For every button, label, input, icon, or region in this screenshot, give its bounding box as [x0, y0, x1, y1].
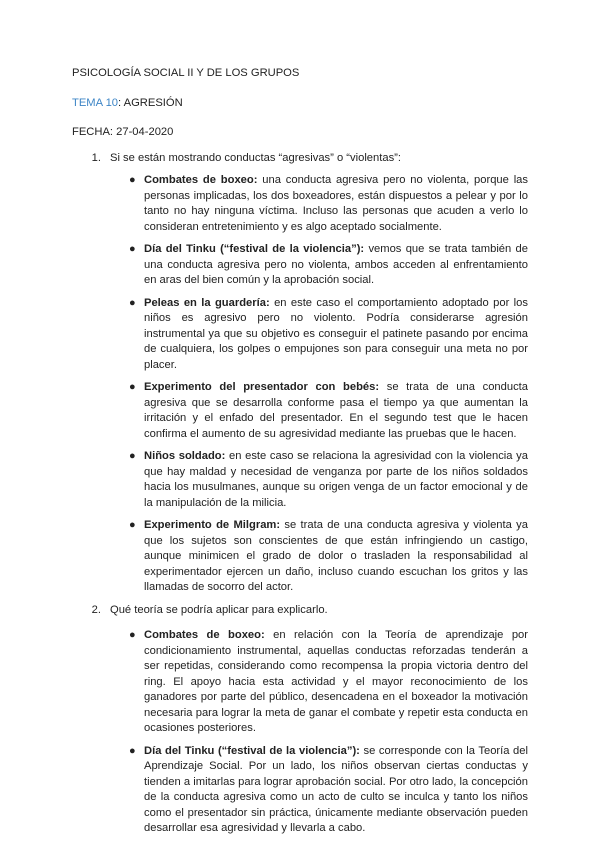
list-item [72, 242, 528, 289]
question-number: 2. [91, 603, 101, 616]
bullet-icon: ● [129, 296, 136, 309]
list-item [72, 380, 528, 442]
answer-list-1 [72, 173, 528, 596]
item-term: Día del Tinku (“festival de la violencia”): [144, 744, 360, 757]
topic-heading [72, 96, 528, 112]
item-term: Combates de boxeo: [144, 629, 265, 641]
item-term: Día del Tinku (“festival de la violencia”): [144, 243, 365, 255]
list-item [72, 518, 528, 596]
item-term: Peleas en la guardería: [144, 296, 270, 309]
item-text: se trata de una conducta agresiva que se desarrolla conforme pasa el tiempo ya que aumentan la irritación y el enfado del presentador. En el segundo test que le hacen confirma el aumento de su agresividad mediante las pruebas que le hacen. [144, 381, 528, 440]
question-text: Si se están mostrando conductas “agresivas” o “violentas”: [110, 151, 402, 164]
bullet-icon: ● [129, 519, 136, 531]
bullet-icon: ● [129, 744, 136, 757]
bullet-icon: ● [129, 174, 136, 186]
date-line: FECHA: 27-04-2020 [72, 126, 174, 138]
item-text: en este caso se relaciona la agresividad con la violencia ya que hay maldad y necesidad de venganza por parte de los niños soldados hacia los musulmanes, aunque su origen venga de un factor emocional y de la manipulación de la milicia. [144, 450, 528, 509]
bullet-icon: ● [129, 243, 136, 255]
list-item [72, 628, 528, 737]
topic-label: TEMA 10 [72, 96, 119, 109]
question-1 [72, 151, 528, 167]
list-item [72, 173, 528, 235]
question-number: 1. [91, 151, 101, 164]
list-item [72, 296, 528, 374]
item-text: se trata de una conducta agresiva y violenta ya que los sujetos son conscientes de que están infringiendo un castigo, aunque minimicen el grado de dolor o trasladen la responsabilidad al experimentador ejercen un daño, incluso cuando escuchan los gritos y las llamadas de socorro del actor. [144, 519, 528, 593]
item-term: Experimento de Milgram: [144, 519, 281, 531]
answer-list-2 [72, 628, 528, 837]
course-title: PSICOLOGÍA SOCIAL II Y DE LOS GRUPOS [72, 67, 300, 79]
question-text: Qué teoría se podría aplicar para explicarlo. [110, 603, 328, 616]
item-text: en relación con la Teoría de aprendizaje por condicionamiento instrumental, aquellas conductas reforzadas tenderán a ser repetidas, considerando como recompensa la propia victoria dentro del ring. El apoyo hacia esta actividad y el mayor reconocimiento de los ganadores por parte del público, desencadena en el boxeador la motivación necesaria para lograr la meta de ganar el combate y repetir esta conducta en ocasiones posteriores. [144, 629, 528, 734]
item-term: Experimento del presentador con bebés: [144, 381, 380, 393]
bullet-icon: ● [129, 629, 136, 641]
question-2 [72, 603, 528, 619]
item-text: vemos que se trata también de una conducta agresiva pero no violenta, ambos acceden al enfrentamiento en aras del bien común y la aprobación social. [144, 243, 528, 286]
item-term: Combates de boxeo: [144, 174, 258, 186]
topic-title: : AGRESIÓN [118, 96, 183, 109]
item-text: se corresponde con la Teoría del Aprendizaje Social. Por un lado, los niños observan ciertas conductas y tienden a imitarlas para lograr aprobación social. Por otro lado, la concepción de la conducta agresiva como un acto de culto se inculca y tanto los niños como el presentador sin práctica, únicamente mediante observación pueden desarrollar esa agresividad y llevarla a cabo. [144, 744, 528, 834]
bullet-icon: ● [129, 381, 136, 393]
item-text: en este caso el comportamiento adoptado por los niños es agresivo pero no violento. Podría considerarse agresión instrumental ya que su objetivo es conseguir el patinete pasando por encima de cualquiera, los golpes o empujones son para conseguir una meta no por placer. [144, 296, 528, 371]
item-text: una conducta agresiva pero no violenta, porque las personas implicadas, los dos boxeadores, están dispuestos a pelear y por lo tanto no hay ninguna víctima. Incluso las personas que acuden a verlo lo consideran entretenimiento y es algo aceptado socialmente. [144, 174, 528, 233]
bullet-icon: ● [129, 450, 136, 462]
list-item [72, 744, 528, 837]
item-term: Niños soldado: [144, 450, 226, 462]
list-item [72, 449, 528, 511]
